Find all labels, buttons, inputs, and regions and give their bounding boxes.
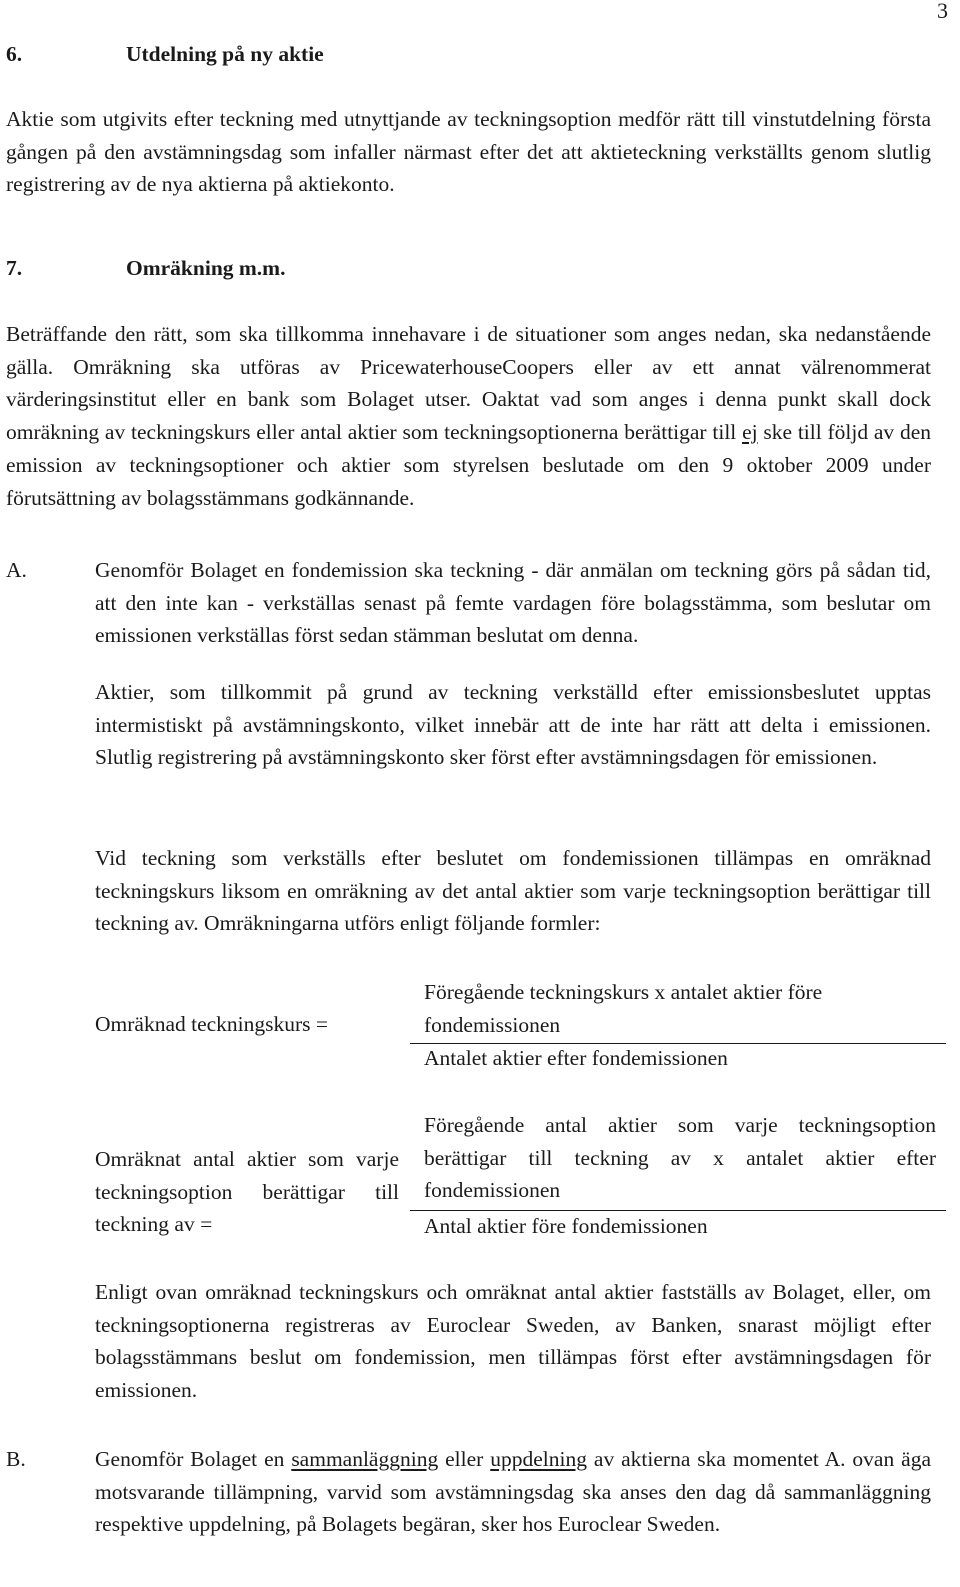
item-b-text-2: eller: [438, 1447, 491, 1471]
item-a-paragraph-4: Enligt ovan omräknad teckningskurs och omräknat antal aktier fastställs av Bolaget, eller, om teckningsoptionerna registreras av Euroclear Sweden, av Banken, snarast möjligt efter bolagsstämmans beslut om fondemission, men tillämpas först efter avstämningsdagen för emissionen.: [95, 1280, 931, 1403]
formula-2-numerator: Föregående antal aktier som varje teckningsoption berättigar till teckning av x antalet aktier efter fondemissionen: [424, 1113, 936, 1203]
page-number: 3: [937, 0, 948, 23]
item-b-paragraph: [95, 1443, 931, 1541]
item-a-paragraph-3: Vid teckning som verkställs efter beslutet om fondemissionen tillämpas en omräknad teckningskurs liksom en omräkning av det antal aktier som varje teckningsoption berättigar till teckning av. Omräkningarna utförs enligt följande formler:: [95, 846, 931, 936]
item-b-text-1: Genomför Bolaget en: [95, 1447, 292, 1471]
item-b-underlined-1: sammanläggning: [291, 1447, 439, 1471]
section-7-intro-underlined: ej: [742, 420, 758, 445]
section-6-number: 6.: [6, 42, 23, 66]
item-a-marker: A.: [6, 558, 27, 582]
item-b-underlined-2: uppdelning: [490, 1447, 587, 1471]
section-6-title: Utdelning på ny aktie: [126, 42, 324, 66]
formula-2-denominator: Antal aktier före fondemissionen: [424, 1214, 708, 1238]
item-a-paragraph-2: Aktier, som tillkommit på grund av teckning verkställd efter emissionsbeslutet upptas intermistiskt på avstämningskonto, vilket innebär att de inte har rätt att delta i emissionen. Slutlig registrering på avstämningskonto sker först efter avstämningsdagen för emissionen.: [95, 680, 931, 770]
formula-1-denominator: Antalet aktier efter fondemissionen: [424, 1046, 728, 1070]
item-b-marker: B.: [6, 1447, 26, 1471]
section-7-number: 7.: [6, 256, 23, 280]
section-7-intro-part2: ske till följd av den emission av teckningsoptioner och aktier som styrelsen beslutade om den 9 oktober 2009 under förutsättning av bolagsstämmans godkännande.: [6, 420, 932, 510]
item-b-text-3: av aktierna ska momentet A. ovan äga motsvarande tillämpning, varvid som avstämningsdag ska anses den dag då sammanläggning respektive uppdelning, på Bolagets begäran, sker hos Euroclear Sweden.: [95, 1447, 931, 1537]
section-7-intro: [6, 318, 931, 514]
section-6-heading: [6, 41, 324, 67]
item-a-paragraph-1: Genomför Bolaget en fondemission ska teckning - där anmälan om teckning görs på sådan tid, att den inte kan - verkställas senast på femte vardagen före bolagsstämma, som beslutar om emissionen verkställas först sedan stämman beslutat om denna.: [95, 558, 931, 648]
section-7-intro-part1: Beträffande den rätt, som ska tillkomma innehavare i de situationer som anges nedan, ska nedanstående gälla. Omräkning ska utföras av PricewaterhouseCoopers eller av ett annat välrenommerat värderingsinstitut eller en bank som Bolaget utser. Oaktat vad som anges i denna punkt skall dock omräkning av teckningskurs eller antal aktier som teckningsoptionerna berättigar till: [6, 322, 931, 445]
formula-2-label: Omräknat antal aktier som varje teckningsoption berättigar till teckning av =: [95, 1147, 399, 1237]
formula-1-label: Omräknad teckningskurs =: [95, 1012, 329, 1036]
section-7-heading: [6, 255, 285, 281]
section-6-body: Aktie som utgivits efter teckning med utnyttjande av teckningsoption medför rätt till vinstutdelning första gången på den avstämningsdag som infaller närmast efter det att aktieteckning verkställts genom slutlig registrering av de nya aktierna på aktiekonto.: [6, 107, 931, 197]
section-7-title: Omräkning m.m.: [126, 256, 286, 280]
formula-1-numerator: Föregående teckningskurs x antalet aktier före fondemissionen: [424, 980, 823, 1037]
